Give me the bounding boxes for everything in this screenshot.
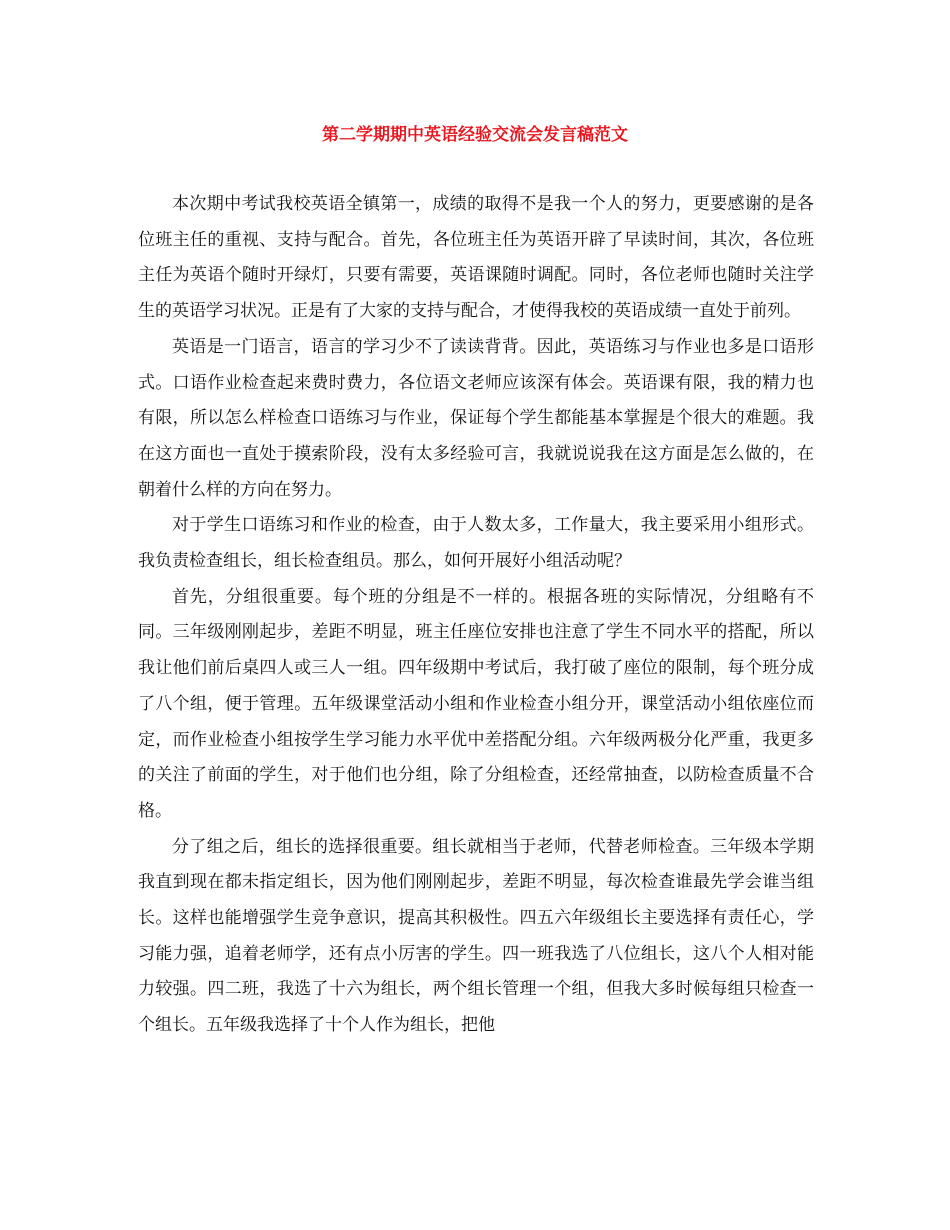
paragraph-4: 首先，分组很重要。每个班的分组是不一样的。根据各班的实际情况，分组略有不同。三年级刚刚起步，差距不明显，班主任座位安排也注意了学生不同水平的搭配，所以我让他们前后桌四人或三人一组。四年级期中考试后，我打破了座位的限制，每个班分成了八个组，便于管理。五年级课堂活动小组和作业检查小组分开，课堂活动小组依座位而定，而作业检查小组按学生学习能力水平优中差搭配分组。六年级两极分化严重，我更多的关注了前面的学生，对于他们也分组，除了分组检查，还经常抽查，以防检查质量不合格。 (138, 586, 814, 821)
paragraph-3: 对于学生口语练习和作业的检查，由于人数太多，工作量大，我主要采用小组形式。我负责检查组长，组长检查组员。那么，如何开展好小组活动呢？ (138, 515, 814, 572)
document-body (138, 187, 814, 1044)
document-title: 第二学期期中英语经验交流会发言稿范文 (322, 125, 628, 145)
paragraph-5: 分了组之后，组长的选择很重要。组长就相当于老师，代替老师检查。三年级本学期我直到现在都未指定组长，因为他们刚刚起步，差距不明显，每次检查谁最先学会谁当组长。这样也能增强学生竞争意识，提高其积极性。四五六年级组长主要选择有责任心，学习能力强，追着老师学，还有点小厉害的学生。四一班我选了八位组长，这八个人相对能力较强。四二班，我选了十六为组长，两个组长管理一个组，但我大多时候每组只检查一个组长。五年级我选择了十个人作为组长，把他 (138, 836, 814, 1036)
paragraph-2: 英语是一门语言，语言的学习少不了读读背背。因此，英语练习与作业也多是口语形式。口语作业检查起来费时费力，各位语文老师应该深有体会。英语课有限，我的精力也有限，所以怎么样检查口语练习与作业，保证每个学生都能基本掌握是个很大的难题。我在这方面也一直处于摸索阶段，没有太多经验可言，我就说说我在这方面是怎么做的，在朝着什么样的方向在努力。 (138, 336, 814, 500)
paragraph-1: 本次期中考试我校英语全镇第一，成绩的取得不是我一个人的努力，更要感谢的是各位班主任的重视、支持与配合。首先，各位班主任为英语开辟了早读时间，其次，各位班主任为英语个随时开绿灯，只要有需要，英语课随时调配。同时，各位老师也随时关注学生的英语学习状况。正是有了大家的支持与配合，才使得我校的英语成绩一直处于前列。 (138, 194, 814, 322)
